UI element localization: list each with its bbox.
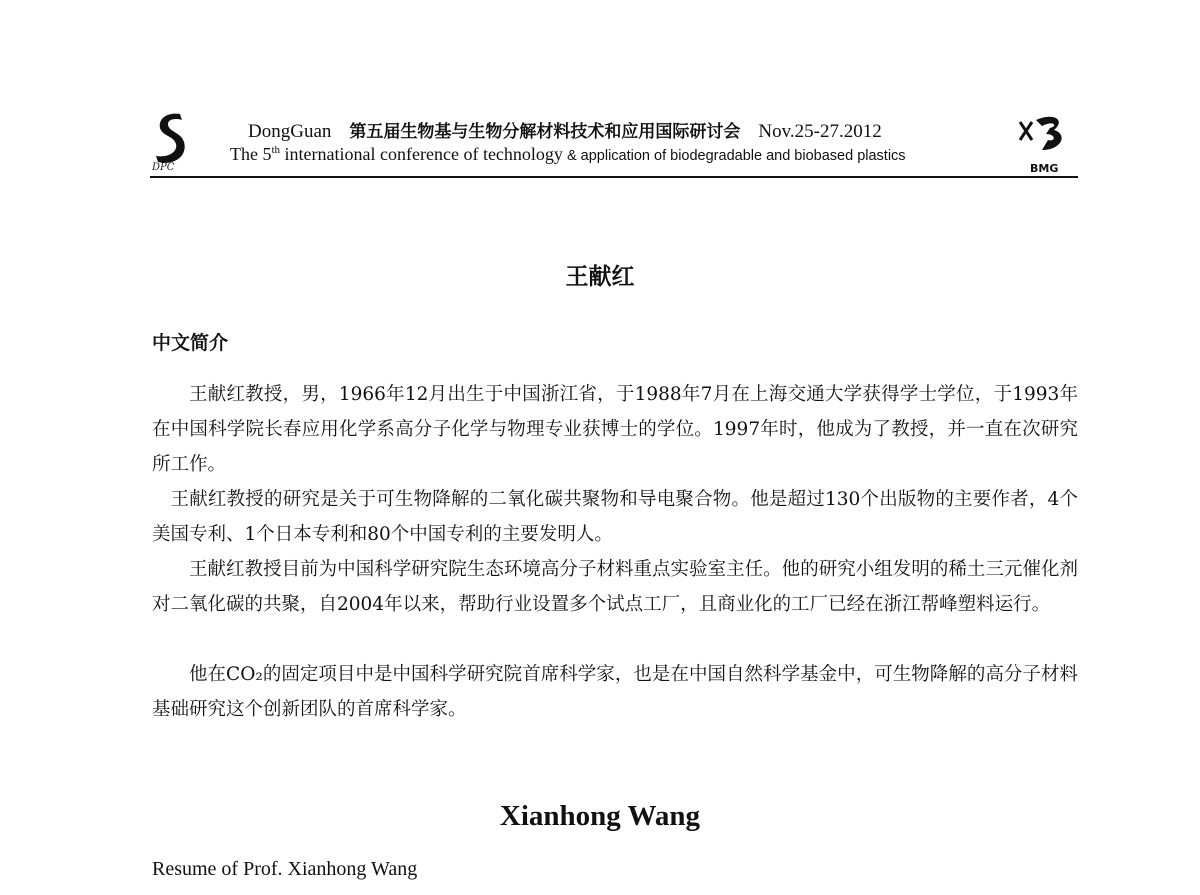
resume-heading-en: Resume of Prof. Xianhong Wang [152, 858, 418, 880]
header-line2-prefix: The 5 [230, 144, 272, 164]
bio-paragraph-1: 王献红教授，男，1966年12月出生于中国浙江省，于1988年7月在上海交通大学获得学士学位，于1993年在中国科学院长春应用化学系高分子化学与物理专业获博士的学位。1997年时，他成为了教授，并一直在次研究所工作。 [152, 384, 1078, 475]
dpc-logo-caption: DPC [152, 162, 175, 173]
header-divider [150, 176, 1078, 178]
header-line2-sans: & application of biodegradable and biobased plastics [562, 148, 906, 164]
name-title-en: Xianhong Wang [499, 800, 701, 832]
conference-header [150, 110, 1078, 180]
header-line-2 [230, 144, 906, 165]
bio-paragraph-2: 王献红教授的研究是关于可生物降解的二氧化碳共聚物和导电聚合物。他是超过130个出版物的主要作者，4个美国专利、1个日本专利和80个中国专利的主要发明人。 [152, 489, 1078, 545]
header-line-1 [248, 117, 882, 143]
dpc-logo [150, 110, 198, 176]
dpc-logo-icon [150, 110, 194, 164]
bmg-logo-icon [1014, 110, 1074, 160]
header-conference-cn: 第五届生物基与生物分解材料技术和应用国际研讨会 [349, 122, 741, 142]
header-line2-sup: th [271, 144, 281, 156]
header-city: DongGuan [248, 121, 332, 142]
header-line2-serif: international conference of technology [280, 144, 563, 164]
bio-paragraph-3: 王献红教授目前为中国科学研究院生态环境高分子材料重点实验室主任。他的研究小组发明的稀土三元催化剂对二氧化碳的共聚，自2004年以来，帮助行业设置多个试点工厂，且商业化的工厂已经在浙江帮峰塑料运行。 [152, 559, 1078, 615]
bmg-logo [1014, 110, 1078, 176]
bmg-logo-caption: BMG [1030, 162, 1059, 175]
section-heading-cn: 中文简介 [152, 332, 229, 354]
name-title-cn: 王献红 [565, 264, 635, 290]
header-dates: Nov.25-27.2012 [758, 121, 882, 142]
bio-paragraph-4: 他在CO₂的固定项目中是中国科学研究院首席科学家，也是在中国自然科学基金中，可生物降解的高分子材料基础研究这个创新团队的首席科学家。 [152, 664, 1078, 720]
